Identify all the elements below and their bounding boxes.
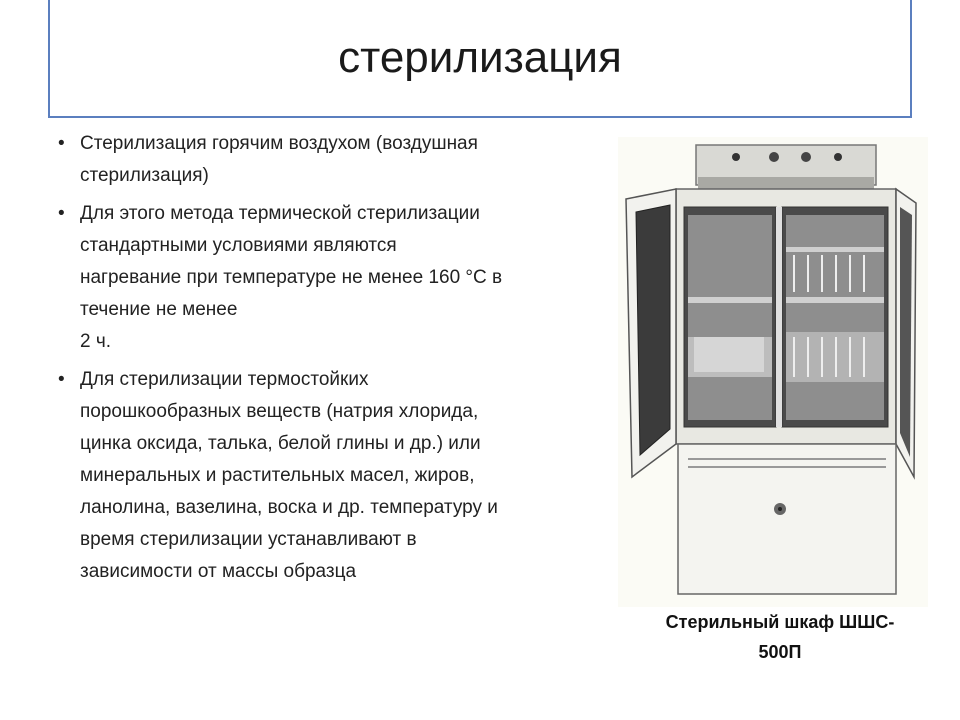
caption-line: Стерильный шкаф ШШС-: [665, 612, 895, 632]
bullet-item-1: [56, 128, 616, 192]
caption-line: 500П: [758, 642, 802, 662]
bullet-line: Для этого метода термической стерилизации: [80, 203, 480, 224]
bullet-line: Стерилизация горячим воздухом (воздушная: [80, 133, 478, 154]
bullet-line: Для стерилизации термостойких: [80, 369, 369, 390]
bullet-line: стерилизация): [80, 165, 209, 186]
bullet-item-2: [56, 198, 616, 358]
bullet-item-3: [56, 364, 616, 588]
slide-title: стерилизация: [338, 33, 622, 82]
title-box: [48, 0, 912, 118]
bullet-line: нагревание при температуре не менее 160 °С в: [80, 267, 503, 288]
bullet-line: зависимости от массы образца: [80, 561, 357, 582]
photo-caption: [620, 607, 940, 667]
sterilizer-cabinet-illustration: [618, 137, 928, 607]
bullet-line: течение не менее: [80, 299, 238, 320]
sterilizer-cabinet-photo: [618, 137, 928, 607]
bullet-line: ланолина, вазелина, воска и др. температуру и: [80, 497, 498, 518]
bullet-line: 2 ч.: [80, 331, 112, 352]
bullet-line: стандартными условиями являются: [80, 235, 397, 256]
bullet-line: минеральных и растительных масел, жиров,: [80, 465, 475, 486]
bullet-line: цинка оксида, талька, белой глины и др.) или: [80, 433, 481, 454]
bullet-line: порошкообразных веществ (натрия хлорида,: [80, 401, 479, 422]
bullet-dot-icon: •: [58, 369, 65, 390]
bullet-line: время стерилизации устанавливают в: [80, 529, 417, 550]
bullet-list: [56, 128, 616, 594]
bullet-dot-icon: •: [58, 203, 65, 224]
bullet-dot-icon: •: [58, 133, 65, 154]
